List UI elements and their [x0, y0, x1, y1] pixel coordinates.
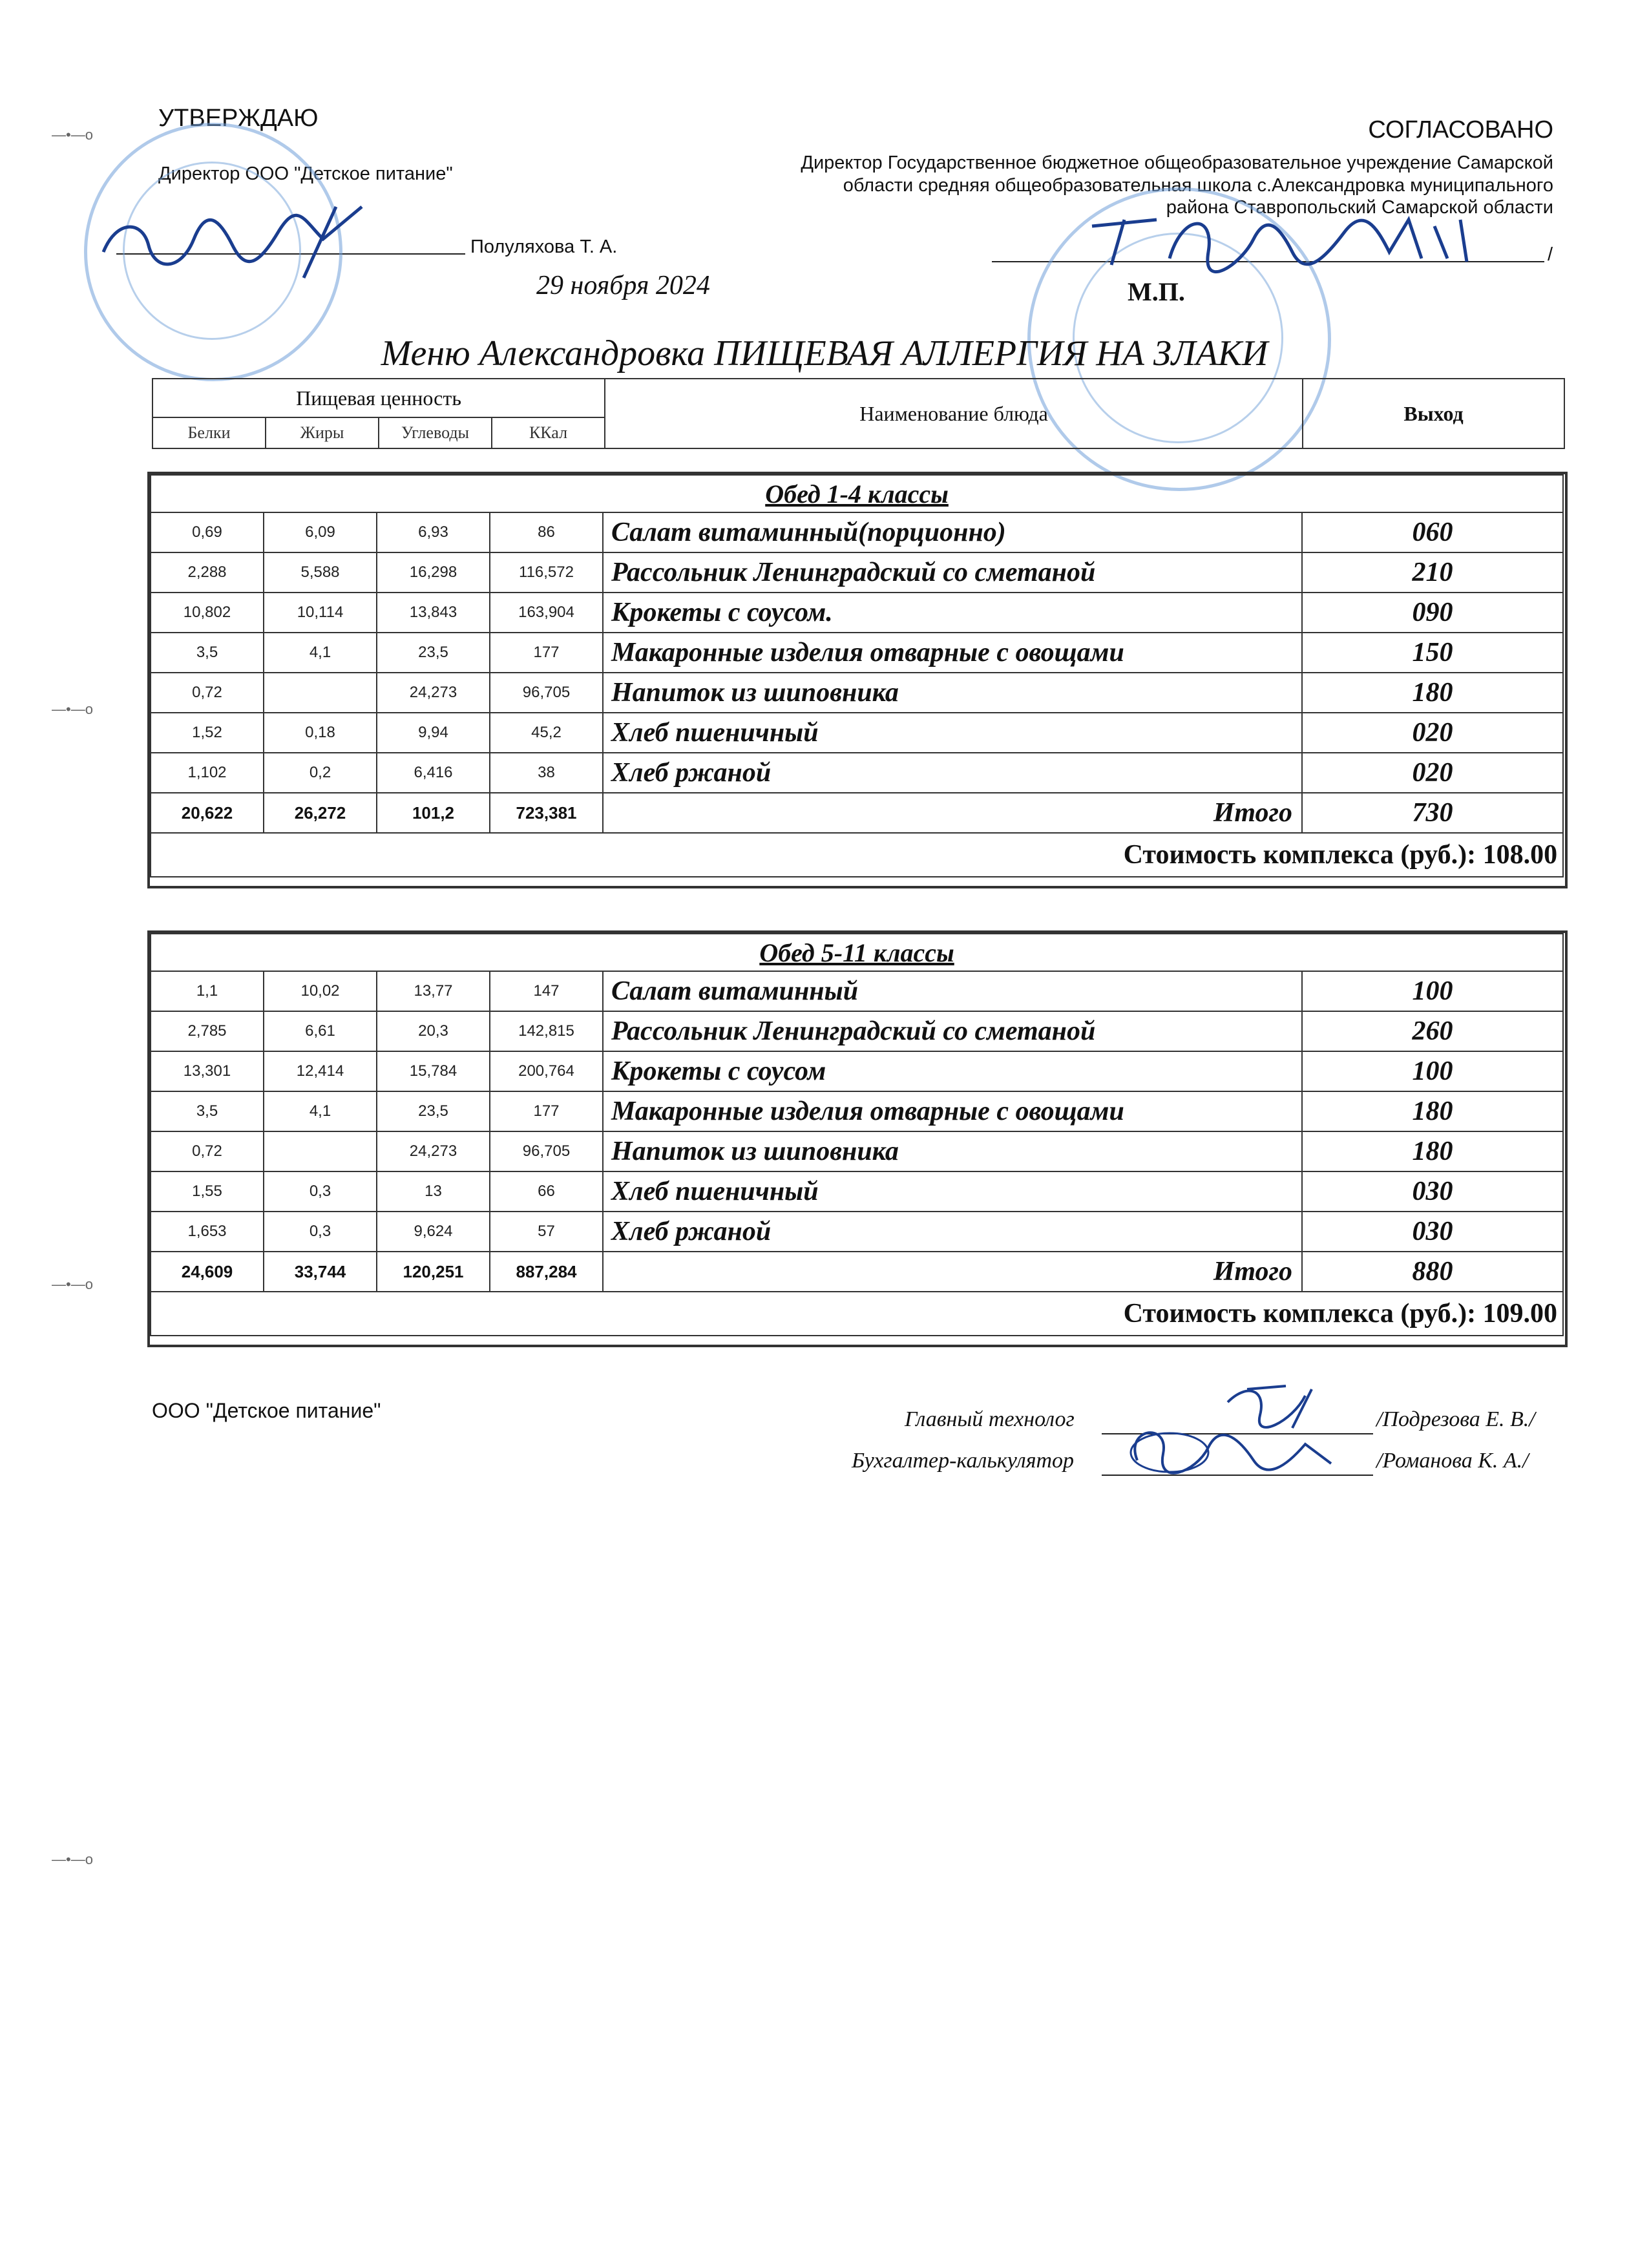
dish-name-cell: Макаронные изделия отварные с овощами — [603, 1091, 1302, 1131]
approve-date: 29 ноября 2024 — [536, 271, 710, 300]
binder-mark: —•—o — [52, 1276, 93, 1292]
binder-mark: —•—o — [52, 701, 93, 717]
output-cell: 020 — [1302, 753, 1563, 793]
total-row — [151, 793, 1563, 833]
fat-cell — [264, 673, 377, 713]
binder-mark: —•—o — [52, 1851, 93, 1867]
fat-cell: 10,114 — [264, 593, 377, 633]
carbs-cell: 6,93 — [377, 512, 490, 552]
kcal-cell: 57 — [490, 1212, 603, 1252]
fat-cell — [264, 1131, 377, 1171]
table-row — [151, 713, 1563, 753]
table-row — [151, 1051, 1563, 1091]
menu-section-1 — [150, 474, 1564, 877]
footer-signatures — [1098, 1376, 1383, 1486]
output-cell: 210 — [1302, 552, 1563, 593]
fat-cell: 0,3 — [264, 1212, 377, 1252]
approve-name: Полуляхова Т. А. — [470, 236, 618, 257]
output-cell: 260 — [1302, 1011, 1563, 1051]
fat-cell: 4,1 — [264, 1091, 377, 1131]
dish-name-cell: Салат витаминный(порционно) — [603, 512, 1302, 552]
dish-name-cell: Рассольник Ленинградский со сметаной — [603, 552, 1302, 593]
output-cell: 060 — [1302, 512, 1563, 552]
approve-signature — [90, 194, 388, 284]
agree-signature — [1086, 200, 1486, 278]
protein-cell: 0,72 — [151, 673, 264, 713]
output-cell: 180 — [1302, 673, 1563, 713]
carbs-cell: 16,298 — [377, 552, 490, 593]
fat-header: Жиры — [266, 417, 379, 448]
output-cell: 030 — [1302, 1212, 1563, 1252]
protein-cell: 1,102 — [151, 753, 264, 793]
total-protein: 20,622 — [151, 793, 264, 833]
agree-slash: / — [1548, 244, 1553, 265]
column-header-table — [152, 378, 1565, 449]
section-title: Обед 1-4 классы — [151, 475, 1563, 512]
output-header: Выход — [1303, 379, 1564, 448]
total-carbs: 101,2 — [377, 793, 490, 833]
binder-mark: —•—o — [52, 127, 93, 143]
total-protein: 24,609 — [151, 1252, 264, 1292]
kcal-cell: 163,904 — [490, 593, 603, 633]
footer-company: ООО "Детское питание" — [152, 1399, 381, 1422]
dish-name-cell: Крокеты с соусом. — [603, 593, 1302, 633]
total-output: 730 — [1302, 793, 1563, 833]
dish-name-cell: Макаронные изделия отварные с овощами — [603, 633, 1302, 673]
carbs-cell: 13,77 — [377, 971, 490, 1011]
output-cell: 100 — [1302, 971, 1563, 1011]
output-cell: 150 — [1302, 633, 1563, 673]
carbs-cell: 13 — [377, 1171, 490, 1212]
table-row — [151, 512, 1563, 552]
carbs-cell: 15,784 — [377, 1051, 490, 1091]
carbs-cell: 23,5 — [377, 633, 490, 673]
carbs-cell: 24,273 — [377, 1131, 490, 1171]
kcal-cell: 177 — [490, 1091, 603, 1131]
protein-cell: 1,653 — [151, 1212, 264, 1252]
table-row — [151, 1131, 1563, 1171]
protein-cell: 13,301 — [151, 1051, 264, 1091]
total-row — [151, 1252, 1563, 1292]
set-cost: Стоимость комплекса (руб.): 108.00 — [151, 833, 1563, 877]
protein-cell: 2,785 — [151, 1011, 264, 1051]
dish-name-cell: Напиток из шиповника — [603, 1131, 1302, 1171]
table-row — [151, 673, 1563, 713]
fat-cell: 6,61 — [264, 1011, 377, 1051]
protein-header: Белки — [152, 417, 266, 448]
table-row — [151, 1212, 1563, 1252]
output-cell: 090 — [1302, 593, 1563, 633]
table-row — [151, 1171, 1563, 1212]
tech-role: Главный технолог — [905, 1407, 1075, 1431]
menu-section-2 — [150, 933, 1564, 1336]
carbs-header: Углеводы — [379, 417, 492, 448]
agree-heading: СОГЛАСОВАНО — [1368, 116, 1553, 143]
table-row — [151, 633, 1563, 673]
output-cell: 180 — [1302, 1131, 1563, 1171]
fat-cell: 0,2 — [264, 753, 377, 793]
nutrition-header: Пищевая ценность — [152, 379, 605, 417]
kcal-cell: 177 — [490, 633, 603, 673]
table-row — [151, 971, 1563, 1011]
kcal-cell: 142,815 — [490, 1011, 603, 1051]
fat-cell: 4,1 — [264, 633, 377, 673]
fat-cell: 10,02 — [264, 971, 377, 1011]
protein-cell: 3,5 — [151, 1091, 264, 1131]
total-label: Итого — [603, 793, 1302, 833]
accountant-role: Бухгалтер-калькулятор — [852, 1449, 1075, 1473]
kcal-cell: 38 — [490, 753, 603, 793]
kcal-cell: 45,2 — [490, 713, 603, 753]
accountant-name: /Романова К. А./ — [1376, 1449, 1529, 1473]
carbs-cell: 9,94 — [377, 713, 490, 753]
protein-cell: 1,55 — [151, 1171, 264, 1212]
agree-line-3: района Ставропольский Самарской области — [1166, 197, 1553, 218]
dish-name-cell: Хлеб ржаной — [603, 753, 1302, 793]
stamp-place-label: М.П. — [1128, 277, 1185, 306]
protein-cell: 0,72 — [151, 1131, 264, 1171]
dish-name-cell: Рассольник Ленинградский со сметаной — [603, 1011, 1302, 1051]
fat-cell: 12,414 — [264, 1051, 377, 1091]
output-cell: 030 — [1302, 1171, 1563, 1212]
agree-line-1: Директор Государственное бюджетное общеобразовательное учреждение Самарской — [801, 152, 1553, 173]
fat-cell: 0,18 — [264, 713, 377, 753]
kcal-cell: 96,705 — [490, 1131, 603, 1171]
fat-cell: 5,588 — [264, 552, 377, 593]
approve-position: Директор ООО "Детское питание" — [158, 163, 453, 184]
fat-cell: 0,3 — [264, 1171, 377, 1212]
fat-cell: 6,09 — [264, 512, 377, 552]
dish-name-cell: Напиток из шиповника — [603, 673, 1302, 713]
dish-name-cell: Хлеб пшеничный — [603, 713, 1302, 753]
table-row — [151, 1011, 1563, 1051]
kcal-cell: 66 — [490, 1171, 603, 1212]
tech-name: /Подрезова Е. В./ — [1376, 1407, 1535, 1431]
kcal-cell: 200,764 — [490, 1051, 603, 1091]
kcal-cell: 147 — [490, 971, 603, 1011]
total-fat: 33,744 — [264, 1252, 377, 1292]
dish-name-cell: Хлеб пшеничный — [603, 1171, 1302, 1212]
approve-heading: УТВЕРЖДАЮ — [158, 105, 319, 132]
dish-name-header: Наименование блюда — [605, 379, 1303, 448]
dish-name-cell: Крокеты с соусом — [603, 1051, 1302, 1091]
kcal-cell: 96,705 — [490, 673, 603, 713]
total-carbs: 120,251 — [377, 1252, 490, 1292]
protein-cell: 0,69 — [151, 512, 264, 552]
total-label: Итого — [603, 1252, 1302, 1292]
protein-cell: 2,288 — [151, 552, 264, 593]
protein-cell: 10,802 — [151, 593, 264, 633]
table-row — [151, 1091, 1563, 1131]
carbs-cell: 24,273 — [377, 673, 490, 713]
carbs-cell: 20,3 — [377, 1011, 490, 1051]
carbs-cell: 13,843 — [377, 593, 490, 633]
table-row — [151, 552, 1563, 593]
output-cell: 180 — [1302, 1091, 1563, 1131]
total-kcal: 887,284 — [490, 1252, 603, 1292]
kcal-header: ККал — [492, 417, 605, 448]
carbs-cell: 6,416 — [377, 753, 490, 793]
protein-cell: 1,52 — [151, 713, 264, 753]
output-cell: 100 — [1302, 1051, 1563, 1091]
dish-name-cell: Салат витаминный — [603, 971, 1302, 1011]
set-cost: Стоимость комплекса (руб.): 109.00 — [151, 1292, 1563, 1336]
kcal-cell: 116,572 — [490, 552, 603, 593]
total-fat: 26,272 — [264, 793, 377, 833]
kcal-cell: 86 — [490, 512, 603, 552]
page-title: Меню Александровка ПИЩЕВАЯ АЛЛЕРГИЯ НА ЗЛАКИ — [381, 333, 1268, 373]
protein-cell: 3,5 — [151, 633, 264, 673]
section-title: Обед 5-11 классы — [151, 934, 1563, 971]
table-row — [151, 593, 1563, 633]
carbs-cell: 9,624 — [377, 1212, 490, 1252]
dish-name-cell: Хлеб ржаной — [603, 1212, 1302, 1252]
agree-line-2: области средняя общеобразовательная школа с.Александровка муниципального — [843, 175, 1553, 196]
output-cell: 020 — [1302, 713, 1563, 753]
protein-cell: 1,1 — [151, 971, 264, 1011]
total-output: 880 — [1302, 1252, 1563, 1292]
carbs-cell: 23,5 — [377, 1091, 490, 1131]
table-row — [151, 753, 1563, 793]
total-kcal: 723,381 — [490, 793, 603, 833]
